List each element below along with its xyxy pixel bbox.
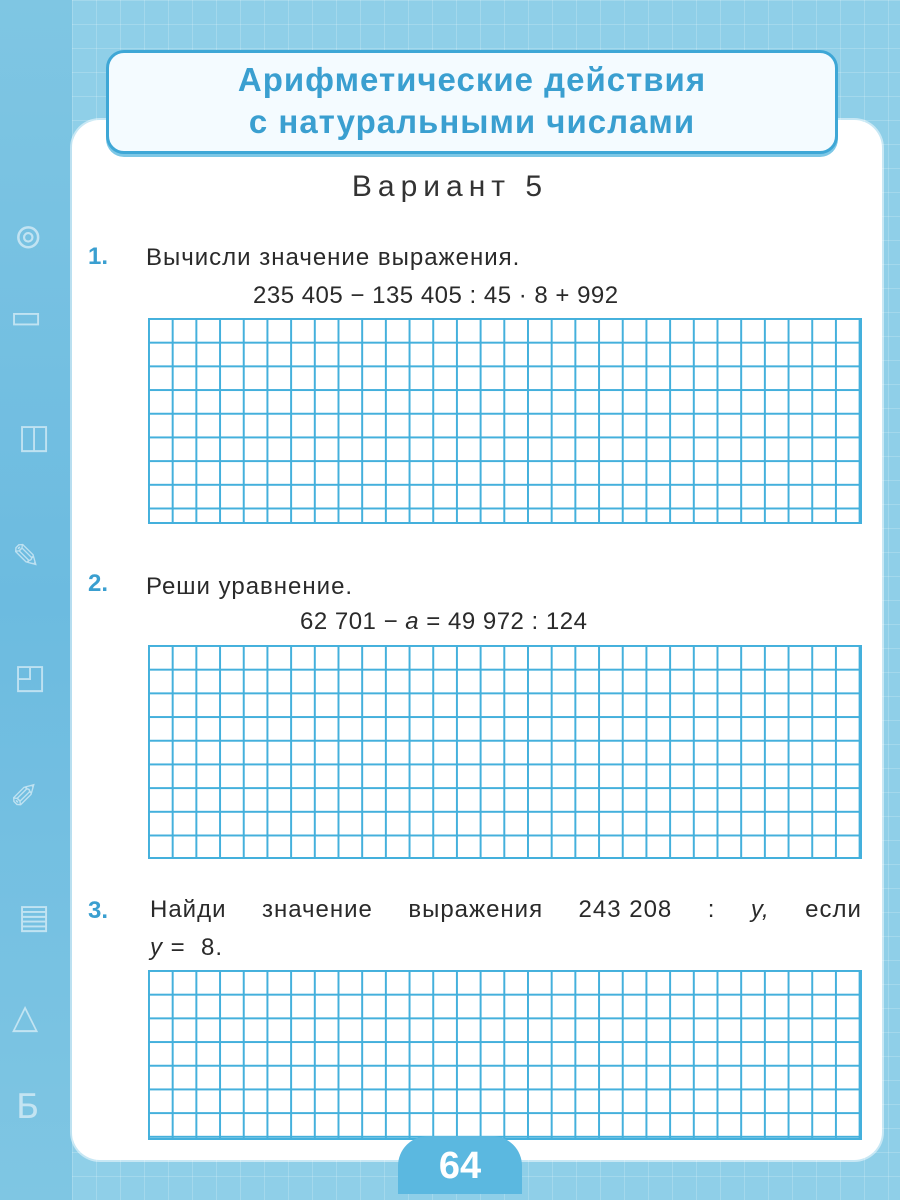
variant-heading: Вариант 5 bbox=[351, 170, 549, 203]
page-number: 64 bbox=[398, 1136, 522, 1194]
task-1-text: Вычисли значение выражения. bbox=[146, 244, 521, 271]
task-3-word-1: Найди bbox=[150, 896, 227, 923]
task-1-number: 1. bbox=[88, 243, 109, 270]
task-3-number-value: 243 208 bbox=[578, 896, 673, 923]
task-1-formula: 235 405 − 135 405 : 45 · 8 + 992 bbox=[253, 282, 619, 309]
backpack-icon: ◫ bbox=[18, 417, 51, 457]
ruler-icon: ▤ bbox=[18, 897, 51, 937]
task-3-condition-variable: y bbox=[150, 934, 163, 961]
triangle-icon: △ bbox=[12, 997, 39, 1037]
task-2-formula-right: = 49 972 : 124 bbox=[419, 608, 588, 635]
task-2-formula bbox=[300, 608, 587, 636]
task-3-condition bbox=[150, 934, 223, 962]
title-box bbox=[106, 50, 838, 154]
answer-grid-2[interactable] bbox=[148, 645, 862, 859]
book-icon: ▭ bbox=[10, 297, 43, 337]
task-2-formula-left: 62 701 − bbox=[300, 608, 406, 635]
palette-icon: ⊚ bbox=[14, 217, 43, 257]
task-3-colon: : bbox=[707, 896, 716, 923]
answer-grid-3[interactable] bbox=[148, 970, 862, 1140]
task-3-condition-value: = 8. bbox=[163, 934, 224, 961]
pencil-icon: ✎ bbox=[12, 537, 41, 577]
letter-icon: Б bbox=[16, 1087, 40, 1127]
title-line-1: Арифметические действия bbox=[237, 61, 707, 98]
task-3-number: 3. bbox=[88, 897, 109, 924]
title-line-2: с натуральными числами bbox=[248, 103, 696, 140]
task-3-word-if: если bbox=[805, 896, 862, 923]
task-2-text: Реши уравнение. bbox=[146, 573, 354, 600]
task-3-word-2: значение bbox=[261, 896, 373, 923]
task-2-number: 2. bbox=[88, 570, 109, 597]
task-3-word-3: выражения bbox=[408, 896, 544, 923]
answer-grid-1[interactable] bbox=[148, 318, 862, 524]
task-3-text bbox=[150, 896, 862, 924]
task-3-variable: y, bbox=[750, 896, 770, 923]
bag-icon: ◰ bbox=[14, 657, 47, 697]
task-2-variable: a bbox=[405, 608, 420, 635]
brush-icon: ✐ bbox=[10, 777, 39, 817]
